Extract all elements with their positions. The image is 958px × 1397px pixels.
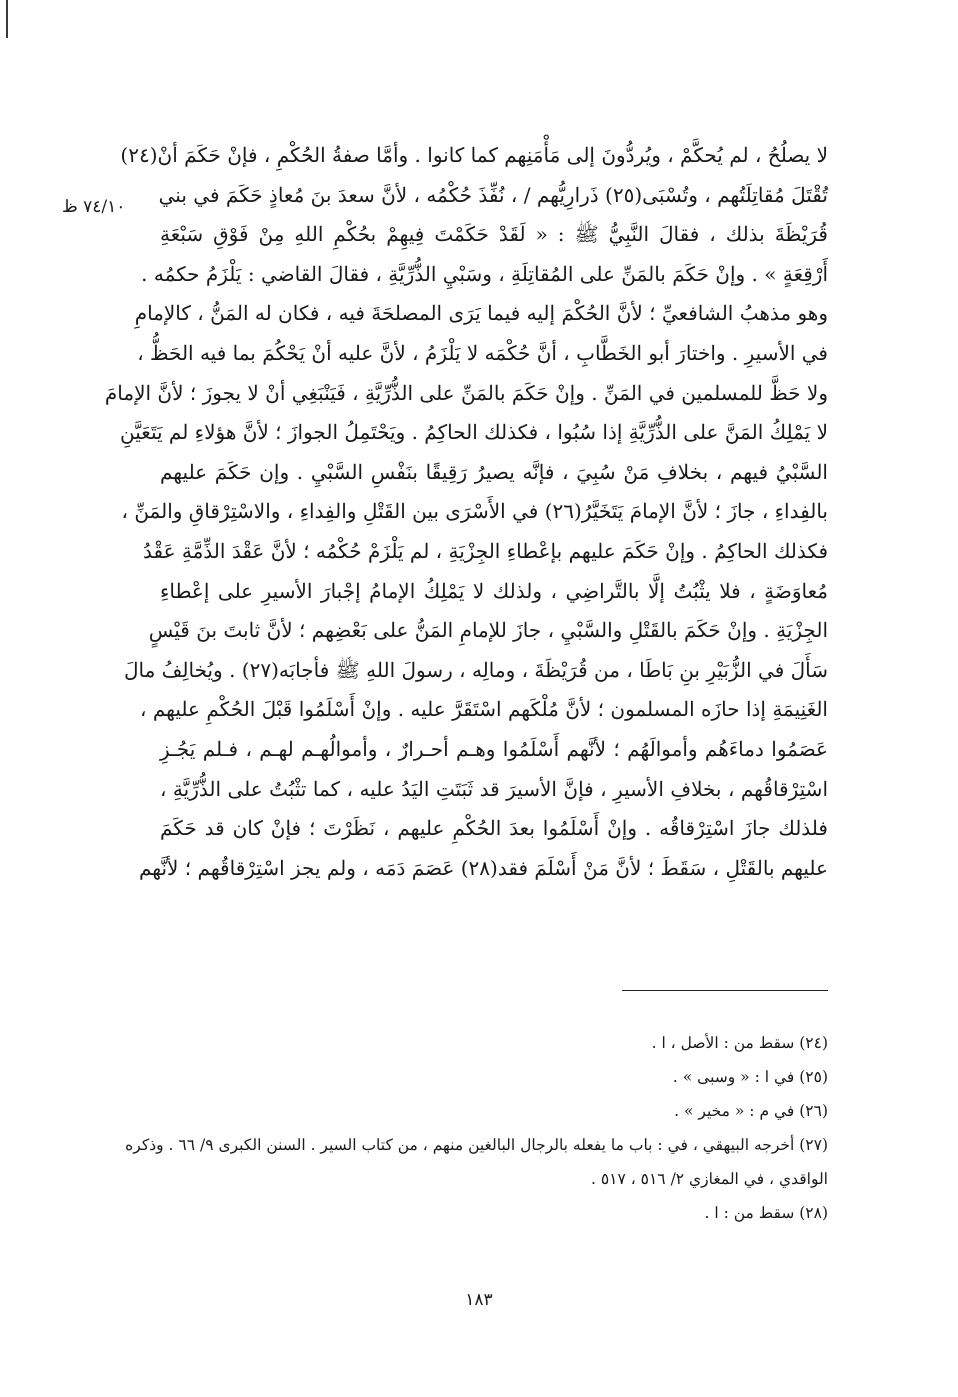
body-line: تُقْتَلَ مُقاتِلَتُهم ، وتُسْبَى(٢٥) ذَرارِيُّهم / ، نُفِّذَ حُكْمُه ، لأنَّ سعدَ بنَ مُعاذٍ حَكَمَ في بني [158, 182, 828, 207]
body-line: لا يصلُحُ ، لم يُحكَّمْ ، ويُردُّونَ إلى مَأْمَنِهم كما كانوا . وأمَّا صفةُ الحُكْمِ ، فإنْ حَكَمَ أنْ(٢٤) [120, 143, 828, 167]
footnote-separator [622, 990, 828, 991]
body-line: فلذلك جازَ اسْتِرْقاقُه . وإنْ أَسْلَمُوا بعدَ الحُكْمِ عليهم ، نَظَرْتَ ؛ فإنْ كان قد حَكَمَ [160, 816, 828, 841]
body-line: بالفِداءِ ، جازَ ؛ لأنَّ الإمامَ يَتَخَيَّرُ(٢٦) في الأَسْرَى بين القَتْلِ والفِداءِ ، والاسْتِرْقاقِ والمَنِّ ، [121, 499, 828, 524]
footnote: (٢٦) في م : « مخير » . [674, 1102, 828, 1120]
body-line: وهو مذهبُ الشافعيِّ ؛ لأنَّ الحُكْمَ إليه فيما يَرَى المصلحَةَ فيه ، فكان له المَنُّ ، كالإمامِ [134, 301, 828, 326]
body-line: الجِزْيَةِ . وإنْ حَكَمَ بالقَتْلِ والسَّبْيِ ، جازَ للإمامِ المَنُّ على بَعْضِهم ؛ لأنَّ ثابتَ بنَ قَيْسٍ [148, 618, 828, 643]
footnote: (٢٥) في ا : « وسبى » . [672, 1068, 828, 1086]
footnote: (٢٧) أخرجه البيهقي ، في : باب ما يفعله بالرجال البالغين منهم ، من كتاب السير . السنن الكبرى ٩/ ٦٦ . وذكره [125, 1136, 828, 1154]
body-line: لا يَمْلِكُ المَنَّ على الذُّرِّيَّةِ إذا سُبُوا ، فكذلك الحاكِمُ . ويَحْتَمِلُ الجوازَ ؛ لأنَّ هؤلاءِ لم يَتَعَيَّنِ [120, 420, 828, 445]
body-line: السَّبْيُ فيهم ، بخلافِ مَنْ سُبِيَ ، فإنَّه يصيرُ رَقِيقًا بنَفْسِ السَّبْيِ . وإن حَكَمَ عليهم [160, 459, 828, 484]
body-line: عليهم بالقَتْلِ ، سَقَطَ ؛ لأنَّ مَنْ أَسْلَمَ فقد(٢٨) عَصَمَ دَمَه ، ولم يجز اسْتِرْقاقُهم ؛ لأنَّهم [138, 855, 828, 880]
body-line: مُعاوَضَةٍ ، فلا يثْبُتُ إلَّا بالتَّراضِي ، ولذلك لا يَمْلِكُ الإمامُ إجْبارَ الأسيرِ على إعْطاءِ [160, 578, 828, 603]
page-number: ١٨٣ [465, 1290, 493, 1310]
footnotes-block [125, 1026, 828, 1230]
footnote: (٢٨) سقط من : ا . [704, 1204, 828, 1222]
main-text-block [104, 136, 828, 888]
body-line: أَرْقِعَةٍ » . وإنْ حَكَمَ بالمَنِّ على المُقاتِلَةِ ، وسَبْيِ الذُّرِّيَّةِ ، فقالَ القاضي : يَلْزَمُ حكمُه . [141, 261, 828, 286]
body-line: فكذلك الحاكِمُ . وإنْ حَكَمَ عليهم بإعْطاءِ الجِزْيَةِ ، لم يَلْزَمْ حُكْمُه ؛ لأنَّ عَقْدَ الذِّمَّةِ عَقْدُ [142, 538, 828, 563]
footnote: (٢٤) سقط من : الأصل ، ا . [651, 1034, 828, 1052]
body-line: سَأَلَ في الزُّبَيْرِ بنِ بَاطَا ، من قُرَيْظَةَ ، ومالِه ، رسولَ اللهِ ﷺ فأجابَه(٢٧) . ويُخالِفُ مالَ [123, 657, 828, 682]
body-line: الغَنِيمَةِ إذا حازَه المسلمون ؛ لأنَّ مُلْكَهم اسْتَقَرَّ عليه . وإنْ أَسْلَمُوا قَبْلَ الحُكْمِ عليهم ، [140, 697, 828, 722]
body-line: ولا حَظَّ للمسلمين في المَنِّ . وإنْ حَكَمَ بالمَنِّ على الذُّرِّيَّةِ ، فَيَنْبَغِي أنْ لا يجوزَ ؛ لأنَّ الإمامَ [104, 380, 828, 405]
footnote-continuation: الواقدي ، في المغازي ٢/ ٥١٦ ، ٥١٧ . [590, 1170, 828, 1188]
body-line: عَصَمُوا دماءَهُم وأموالَهُم ؛ لأنَّهم أَسْلَمُوا وهـم أحـرارٌ ، وأموالُهـم لهـم ، فـلم يَجُـزِ [160, 736, 828, 761]
body-line: قُرَيْظَةَ بذلك ، فقالَ النَّبِيُّ ﷺ : « لَقَدْ حَكَمْتَ فِيهِمْ بحُكْمِ اللهِ مِنْ فَوْقِ سَبْعَةِ [160, 222, 828, 247]
page-edge-mark [6, 0, 8, 38]
margin-manuscript-reference: ٧٤/١٠ ظ [62, 197, 126, 217]
body-line: في الأسيرِ . واختارَ أبو الخَطَّابِ ، أنَّ حُكْمَه لا يَلْزَمُ ، لأنَّ عليه أنْ يَحْكُمَ بما فيه الحَظُّ ، [137, 340, 828, 365]
body-line: اسْتِرْقاقُهم ، بخلافِ الأسيرِ ، فإنَّ الأسيرَ قد ثَبَتَتِ اليَدُ عليه ، كما تثْبُتُ على الذُّرِّيَّةِ ، [160, 776, 828, 801]
